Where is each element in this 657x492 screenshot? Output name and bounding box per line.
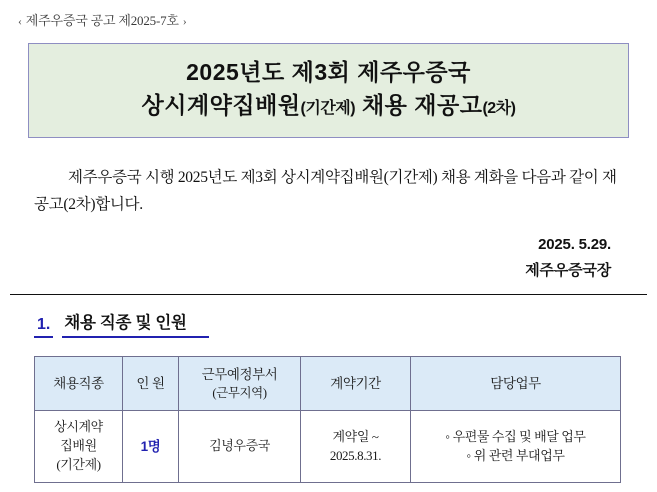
cell-count <box>123 411 179 483</box>
announcement-title-box <box>28 43 629 138</box>
title-line-2-part-d: (2차) <box>482 100 516 118</box>
table-row <box>35 411 621 483</box>
cell-duty <box>411 411 621 483</box>
cell-job-line-2: 집배원 <box>60 438 97 454</box>
header-count: 인 원 <box>123 357 179 411</box>
section-heading-1 <box>34 313 657 338</box>
section-title: 채용 직종 및 인원 <box>62 313 208 338</box>
title-line-2-part-c: 채용 재공고 <box>355 92 483 119</box>
bullet-icon: ◦ <box>466 447 471 463</box>
duty-item-2 <box>415 447 616 466</box>
cell-period-line-1: 계약일 ~ <box>332 428 379 444</box>
cell-period-line-2: 2025.8.31. <box>329 447 382 463</box>
title-line-1: 2025년도 제3회 제주우증국 <box>186 59 471 85</box>
table-header-row <box>35 357 621 411</box>
title-line-2-part-a: 상시계약집배원 <box>141 92 301 119</box>
header-period: 계약기간 <box>301 357 411 411</box>
title-line-2-part-b: (기간제) <box>300 100 356 118</box>
header-office <box>179 357 301 411</box>
recruitment-table <box>34 356 621 483</box>
bullet-icon: ◦ <box>445 428 450 444</box>
section-number: 1. <box>34 316 53 338</box>
announcement-paragraph: 제주우증국 시행 2025년도 제3회 상시계약집배원(기간제) 채용 계화을 다음과 같이 재공고(2차)합니다. <box>34 168 617 213</box>
chevron-left-icon: ‹ <box>18 14 22 28</box>
header-office-main: 근무예정부서 <box>201 366 278 382</box>
cell-count-value: 1명 <box>140 438 161 454</box>
cell-job-line-1: 상시계약 <box>54 419 103 435</box>
duty-item-1 <box>415 428 616 447</box>
breadcrumb-label: 제주우증국 공고 제2025-7호 <box>25 13 179 28</box>
header-job: 채용직종 <box>35 357 123 411</box>
header-office-sub: (근무지역) <box>212 386 267 401</box>
duty-item-1-label: 우편물 수집 및 배달 업무 <box>452 428 586 444</box>
signature-block <box>0 232 657 285</box>
document-breadcrumb <box>0 0 657 29</box>
announcement-date: 2025. 5.29. <box>538 235 611 253</box>
horizontal-divider <box>10 294 647 295</box>
cell-office: 김녕우증국 <box>179 411 301 483</box>
header-duty: 담당업무 <box>411 357 621 411</box>
announcement-signer: 제주우증국장 <box>525 262 611 280</box>
duty-item-2-label: 위 관련 부대업무 <box>473 447 565 463</box>
cell-job-line-3: (기간제) <box>56 456 101 472</box>
chevron-right-icon: › <box>182 14 187 28</box>
cell-period <box>301 411 411 483</box>
cell-job <box>35 411 123 483</box>
title-line-2 <box>39 89 618 122</box>
